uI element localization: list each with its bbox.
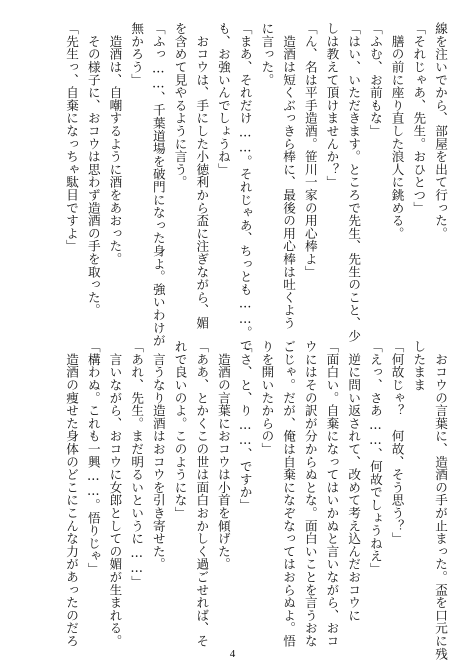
text-line: を含めて見やるように言う。	[172, 22, 188, 189]
text-line: 「ふむ、お前もな」	[367, 22, 383, 138]
text-line: に言った。	[259, 22, 275, 86]
text-line: 「何故じゃ？ 何故、そう思う？」	[389, 340, 405, 545]
text-line: 逆に問い返されて、改めて考え込んだおコウに	[346, 340, 362, 622]
text-line: 「まあ、それだけ……。それじゃあ、ちっとも……。で	[237, 22, 253, 352]
text-line: おコウの言葉に、造酒の手が止まった。盃を口元に残	[433, 340, 448, 660]
text-line: 「それじゃあ、先生。おひとつ」	[411, 22, 427, 214]
upper-text-column	[60, 22, 451, 352]
text-line: したまま	[411, 340, 427, 392]
text-line: その様子に、おコウは思わず造酒の手を取った。	[85, 22, 101, 317]
text-line: 「さ、と、り……、ですか」	[237, 340, 253, 512]
text-line: 「ふっ……、千葉道場を破門になった身よ。強いわけが	[150, 22, 166, 347]
text-line: 「面白い。自棄になってはいかぬと言いながら、おコ	[324, 340, 340, 648]
text-line: 言うなり造酒はおコウを引き寄せた。	[150, 340, 166, 571]
text-line: 造酒の痩せた身体のどこにこんな力があったのだろ	[64, 340, 80, 648]
text-line: も、お強いんでしょうね」	[215, 22, 231, 176]
text-line: しは教えて頂けませんか？」	[324, 22, 340, 189]
text-line: 無かろう」	[129, 22, 145, 86]
text-line: 「えっ、さあ……、何故でしょうねえ」	[367, 340, 383, 576]
text-line: おコウは、手にした小徳利から盃に注ぎながら、媚	[194, 22, 210, 330]
text-line: 造酒の言葉におコウは小首を傾げた。	[215, 340, 231, 571]
text-line: 言いながら、おコウに女郎としての媚が生まれる。	[107, 340, 123, 648]
text-line: 「あれ、先生。まだ明るいというに……」	[129, 340, 145, 588]
text-line: 「はい、いただきます。ところで先生、先生のこと、少	[346, 22, 362, 342]
text-line: 造酒は短くぶっきら棒に、最後の用心棒は吐くよう	[281, 22, 297, 330]
text-line: 「先生っ、自棄になっちゃ駄目ですよ」	[64, 22, 80, 253]
text-line: 「ん、名は平手造酒。笹川一家の用心棒よ」	[302, 22, 318, 278]
text-line: 膳の前に座り直した浪人に銚める。	[389, 22, 405, 240]
text-line: りを開いたからの」	[259, 340, 275, 456]
text-line: 線を注いでから、部屋を出て行った。	[433, 22, 448, 240]
text-line: 造酒は、自嘲するように酒をあおった。	[107, 22, 123, 266]
text-line: れで良いのよ。このようにな」	[172, 340, 188, 520]
lower-text-column	[60, 340, 451, 660]
text-line: ウにはその訳が分からぬとな。面白いことを言うおな	[302, 340, 318, 648]
page-number: 4	[229, 648, 236, 660]
text-line: 「ああ、とかくこの世は面白おかしく過ごせれば、そ	[194, 340, 210, 648]
text-line: ごじゃ。だが、俺は自棄になぞなってはおらぬよ。悟	[281, 340, 297, 648]
text-line: 「構わぬ。これも一興……。悟りじゃ」	[85, 340, 101, 576]
